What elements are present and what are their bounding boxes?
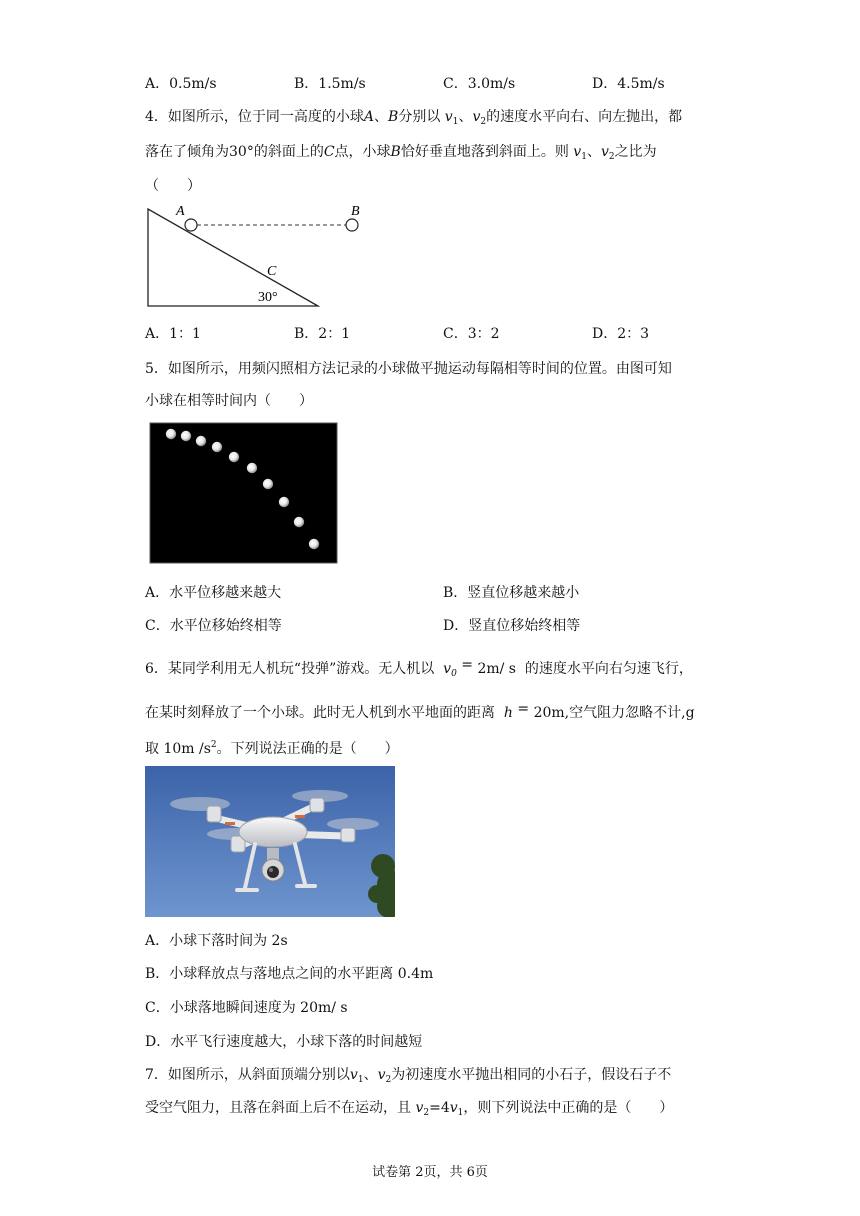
q6-drone-photo (145, 766, 395, 917)
q3-option-c: C．3.0m/s (443, 76, 516, 92)
label-c: C (267, 264, 277, 279)
q4-answer-paren: （ ） (145, 178, 201, 194)
q4-incline-figure (140, 198, 370, 313)
q6-stem-line3: 取 10m $/s^2$。下列说法正确的是（ ） (145, 740, 399, 757)
q5-stem-line1: 5．如图所示，用频闪照相方法记录的小球做平抛运动每隔相等时间的位置。由图可知 (145, 361, 672, 377)
q3-option-b: B．1.5m/s (294, 76, 366, 92)
label-b: B (351, 204, 360, 219)
q5-option-c: C．水平位移始终相等 (145, 618, 282, 634)
angle-label: 30° (258, 290, 278, 305)
q5-option-b: B．竖直位移越来越小 (443, 585, 580, 601)
q3-option-a: A．0.5m/s (145, 76, 217, 92)
q7-stem-line1: 7．如图所示，从斜面顶端分别以$v_1$、$v_2$为初速度水平抛出相同的小石子，假设石子不 (145, 1067, 672, 1085)
q4-option-a: A．1：1 (145, 326, 201, 342)
q3-option-d: D．4.5m/s (592, 76, 665, 92)
q6-option-c: C．小球落地瞬间速度为 20m/ s (145, 1000, 348, 1016)
page-footer: 试卷第 2页，共 6页 (372, 1165, 488, 1180)
q5-strobe-photo (147, 420, 340, 566)
q6-stem-line1: 6．某同学利用无人机玩“投弹”游戏。无人机以 $v_0 = 2m/$ s 的速度水平向右匀速飞行， (145, 657, 693, 679)
q5-stem-line2: 小球在相等时间内（ ） (145, 393, 313, 409)
q5-option-a: A．水平位移越来越大 (145, 585, 282, 601)
q6-stem-line2: 在某时刻释放了一个小球。此时无人机到水平地面的距离 h = 20m,空气阻力忽略不计,g (145, 701, 695, 721)
ball-a-icon (185, 219, 197, 231)
q7-stem-line2: 受空气阻力，且落在斜面上后不在运动，且 $v_2=4v_1$，则下列说法中正确的是（ ） (145, 1100, 674, 1118)
ball-b-icon (346, 219, 358, 231)
q4-option-b: B．2：1 (294, 326, 351, 342)
q4-option-c: C．3：2 (443, 326, 500, 342)
label-a: A (176, 204, 185, 219)
q5-option-d: D．竖直位移始终相等 (443, 618, 581, 634)
q4-option-d: D．2：3 (592, 326, 650, 342)
q6-option-d: D．水平飞行速度越大，小球下落的时间越短 (145, 1034, 423, 1050)
q6-option-a: A．小球下落时间为 2s (145, 933, 288, 949)
q4-stem-line1: 4．如图所示，位于同一高度的小球A、B分别以 $v_1$、$v_2$的速度水平向右、向左抛出，都 (145, 109, 683, 127)
q4-stem-line2: 落在了倾角为30°的斜面上的C点，小球B恰好垂直地落到斜面上。则 $v_1$、$v_2$之比为 (145, 144, 657, 162)
q6-option-b: B．小球释放点与落地点之间的水平距离 0.4m (145, 966, 434, 982)
